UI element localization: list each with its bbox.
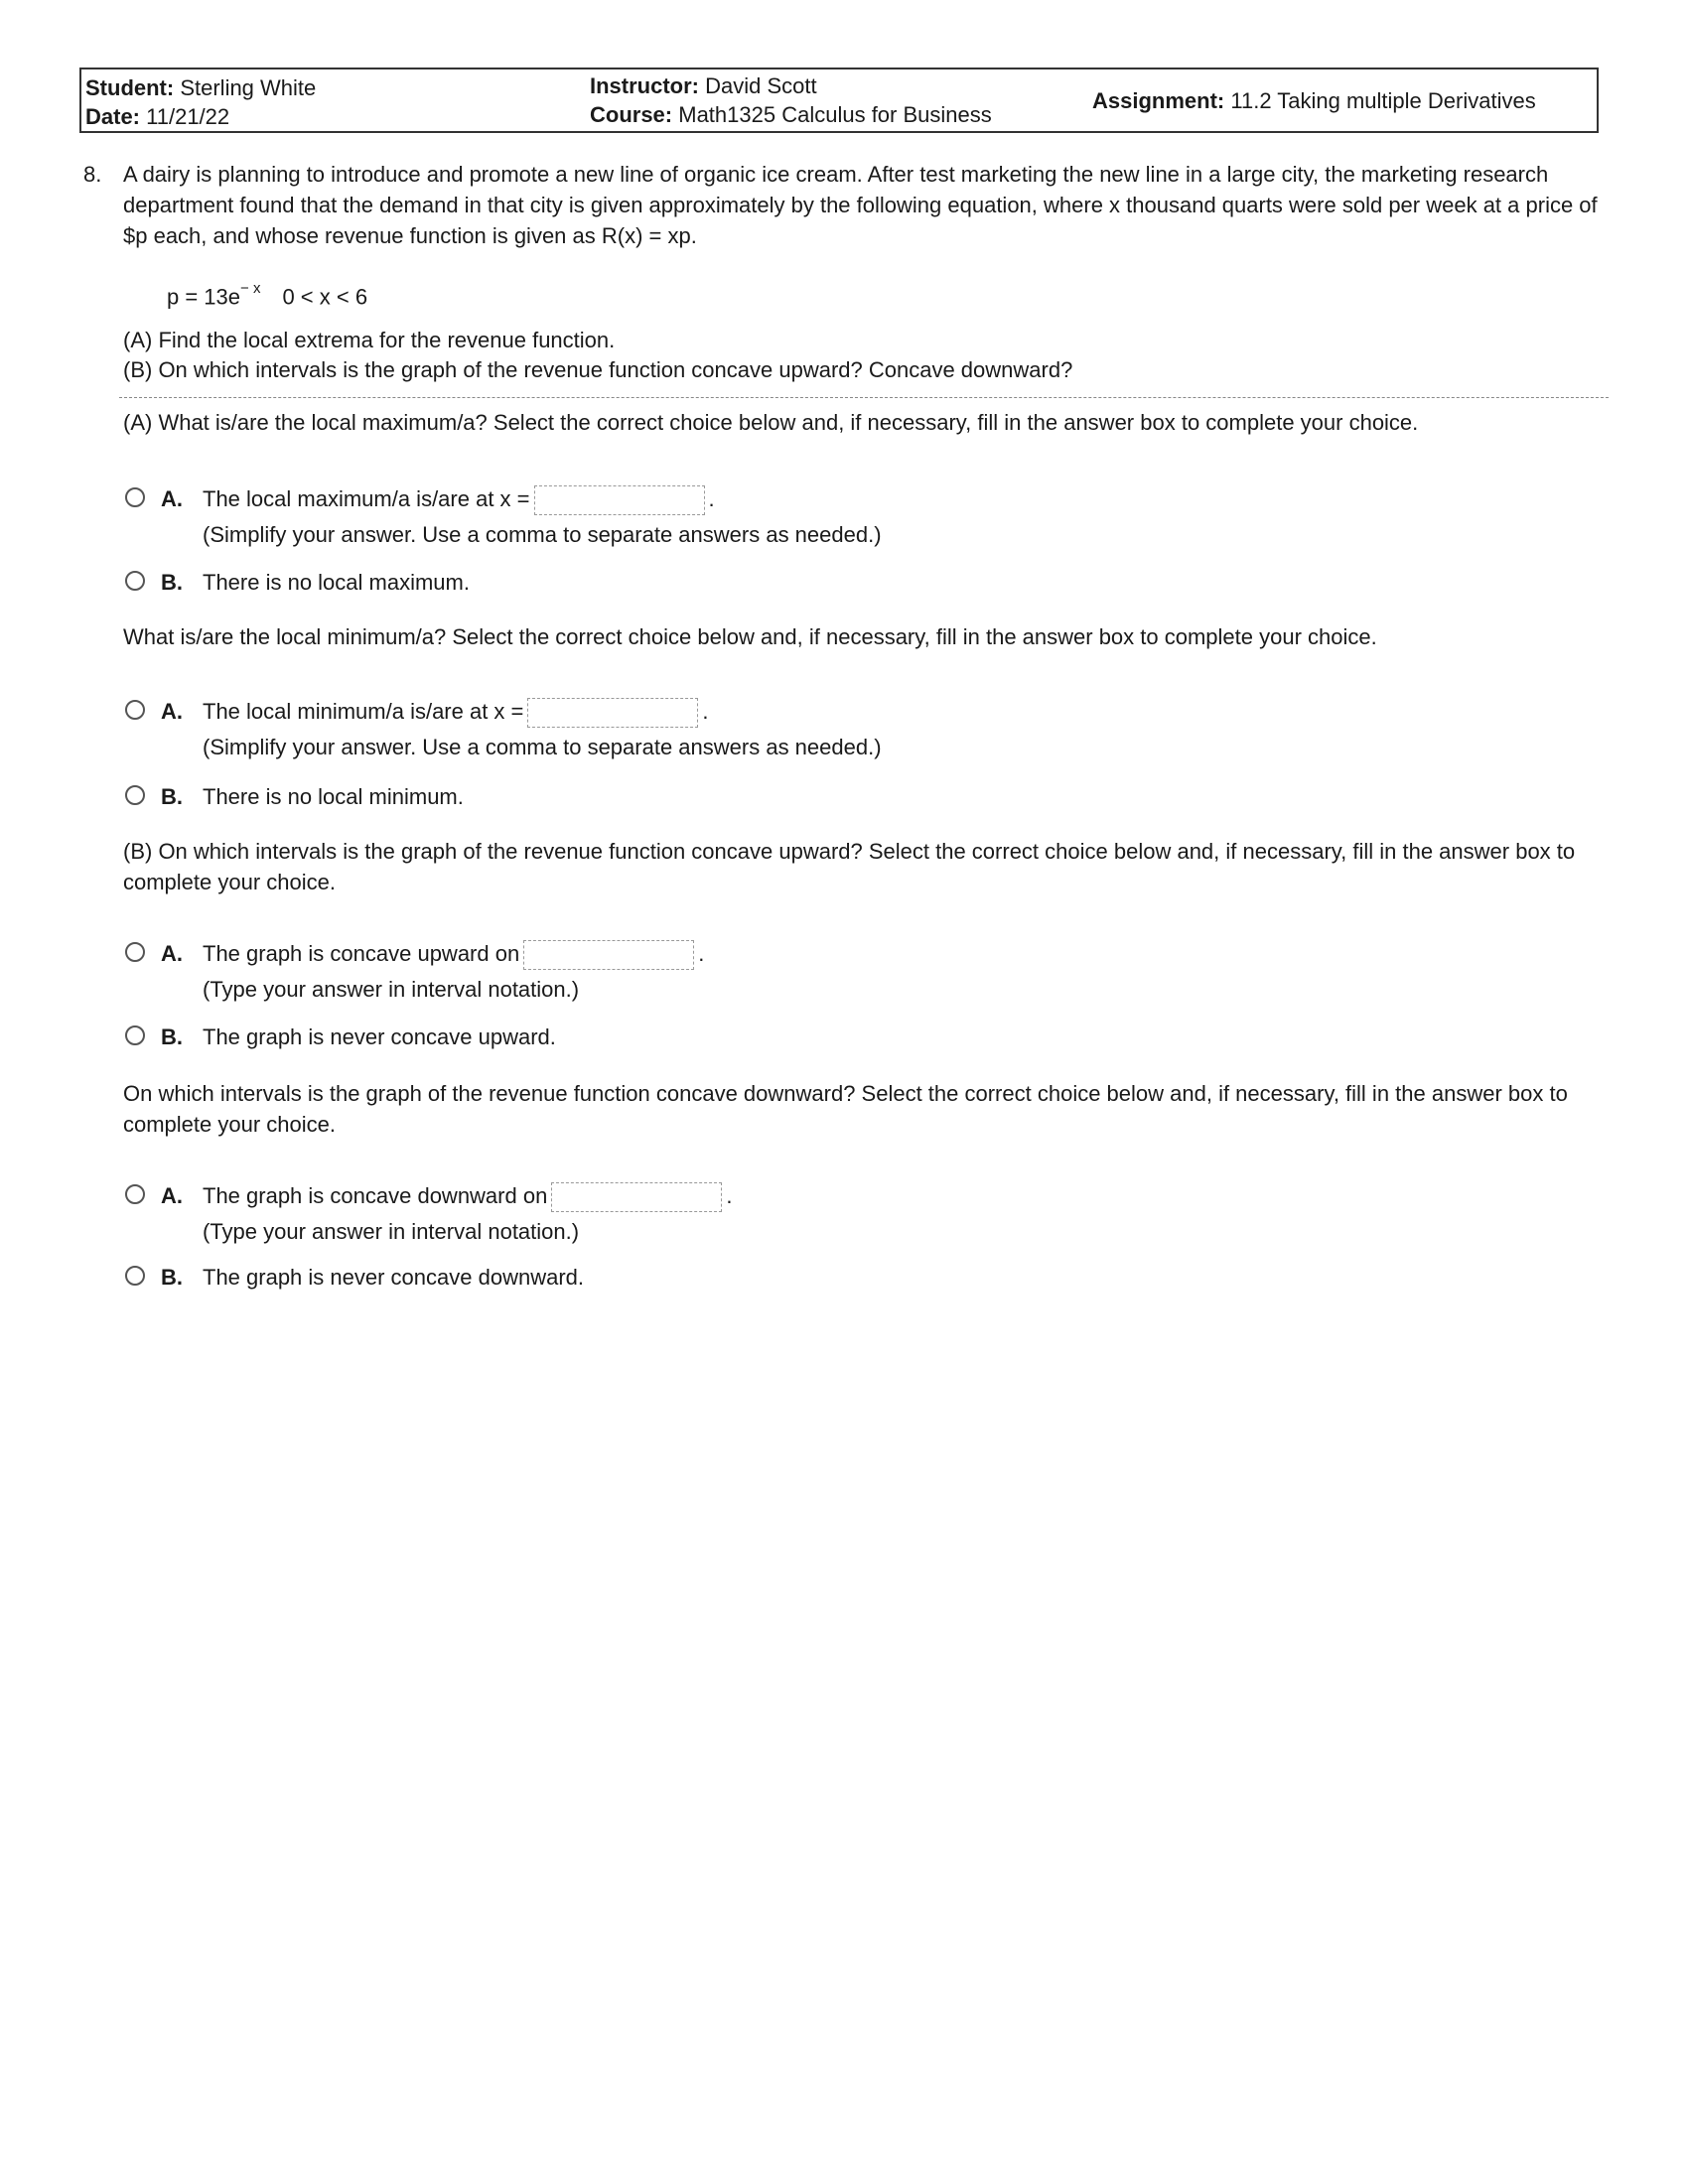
letter-a: A. — [161, 1183, 183, 1208]
radio-max-a[interactable] — [125, 487, 145, 507]
radio-min-a[interactable] — [125, 700, 145, 720]
question-number: 8. — [83, 162, 102, 187]
letter-b: B. — [161, 1024, 183, 1049]
min-a-text: The local minimum/a is/are at x = — [203, 699, 524, 724]
instructor-name: David Scott — [705, 73, 817, 98]
period: . — [708, 486, 715, 511]
down-a-hint: (Type your answer in interval notation.) — [203, 1219, 580, 1244]
radio-down-a[interactable] — [125, 1184, 145, 1204]
max-b-text: There is no local maximum. — [203, 570, 470, 595]
student-block — [85, 73, 316, 131]
letter-b: B. — [161, 1265, 183, 1290]
divider — [119, 397, 1609, 398]
down-b-text: The graph is never concave downward. — [203, 1265, 584, 1290]
period: . — [698, 941, 705, 966]
student-name: Sterling White — [180, 75, 317, 100]
min-prompt: What is/are the local minimum/a? Select the correct choice below and, if necessary, fill in the answer box to complete your choice. — [123, 624, 1377, 649]
min-b-text: There is no local minimum. — [203, 784, 464, 809]
max-prompt: (A) What is/are the local maximum/a? Select the correct choice below and, if necessary, fill in the answer box to complete your choice. — [123, 410, 1419, 435]
letter-a: A. — [161, 699, 183, 724]
down-prompt: On which intervals is the graph of the revenue function concave downward? Select the correct choice below and, if necessary, fill in the answer box to complete your choice. — [123, 1081, 1568, 1137]
letter-b: B. — [161, 570, 183, 595]
assignment-name: 11.2 Taking multiple Derivatives — [1230, 88, 1536, 113]
instructor-block — [590, 71, 992, 129]
up-answer-input[interactable] — [523, 940, 694, 970]
student-label: Student: — [85, 75, 175, 100]
min-a-hint: (Simplify your answer. Use a comma to separate answers as needed.) — [203, 735, 882, 759]
assignment-block — [1092, 86, 1536, 115]
radio-max-b[interactable] — [125, 571, 145, 591]
part-a-instruction: (A) Find the local extrema for the revenue function. — [123, 328, 616, 352]
up-a-text: The graph is concave upward on — [203, 941, 520, 966]
down-answer-input[interactable] — [551, 1182, 722, 1212]
course-name: Math1325 Calculus for Business — [678, 102, 992, 127]
min-answer-input[interactable] — [527, 698, 698, 728]
formula-base: p = 13e — [167, 284, 241, 310]
part-b-instruction: (B) On which intervals is the graph of the revenue function concave upward? Concave downward? — [123, 357, 1073, 382]
max-a-hint: (Simplify your answer. Use a comma to separate answers as needed.) — [203, 522, 882, 547]
demand-formula — [167, 276, 367, 312]
question-text: A dairy is planning to introduce and promote a new line of organic ice cream. After test marketing the new line in a large city, the marketing research department found that the demand in that city is given approximately by the following equation, where x thousand quarts were sold per week at a price of $p each, and whose revenue function is given as R(x) = xp. — [123, 162, 1598, 248]
letter-a: A. — [161, 486, 183, 511]
period: . — [702, 699, 709, 724]
max-answer-input[interactable] — [534, 485, 705, 515]
date-label: Date: — [85, 104, 141, 129]
formula-domain: 0 < x < 6 — [282, 284, 368, 310]
date-value: 11/21/22 — [146, 104, 230, 129]
course-label: Course: — [590, 102, 673, 127]
letter-a: A. — [161, 941, 183, 966]
period: . — [726, 1183, 733, 1208]
formula-exponent: − x — [240, 280, 261, 297]
down-a-text: The graph is concave downward on — [203, 1183, 548, 1208]
radio-min-b[interactable] — [125, 785, 145, 805]
radio-up-b[interactable] — [125, 1025, 145, 1045]
radio-up-a[interactable] — [125, 942, 145, 962]
letter-b: B. — [161, 784, 183, 809]
up-a-hint: (Type your answer in interval notation.) — [203, 977, 580, 1002]
instructor-label: Instructor: — [590, 73, 699, 98]
header-box — [79, 68, 1599, 133]
assignment-label: Assignment: — [1092, 88, 1225, 113]
up-prompt: (B) On which intervals is the graph of the revenue function concave upward? Select the correct choice below and, if necessary, fill in the answer box to complete your choice. — [123, 839, 1576, 894]
max-a-text: The local maximum/a is/are at x = — [203, 486, 530, 511]
up-b-text: The graph is never concave upward. — [203, 1024, 556, 1049]
radio-down-b[interactable] — [125, 1266, 145, 1286]
